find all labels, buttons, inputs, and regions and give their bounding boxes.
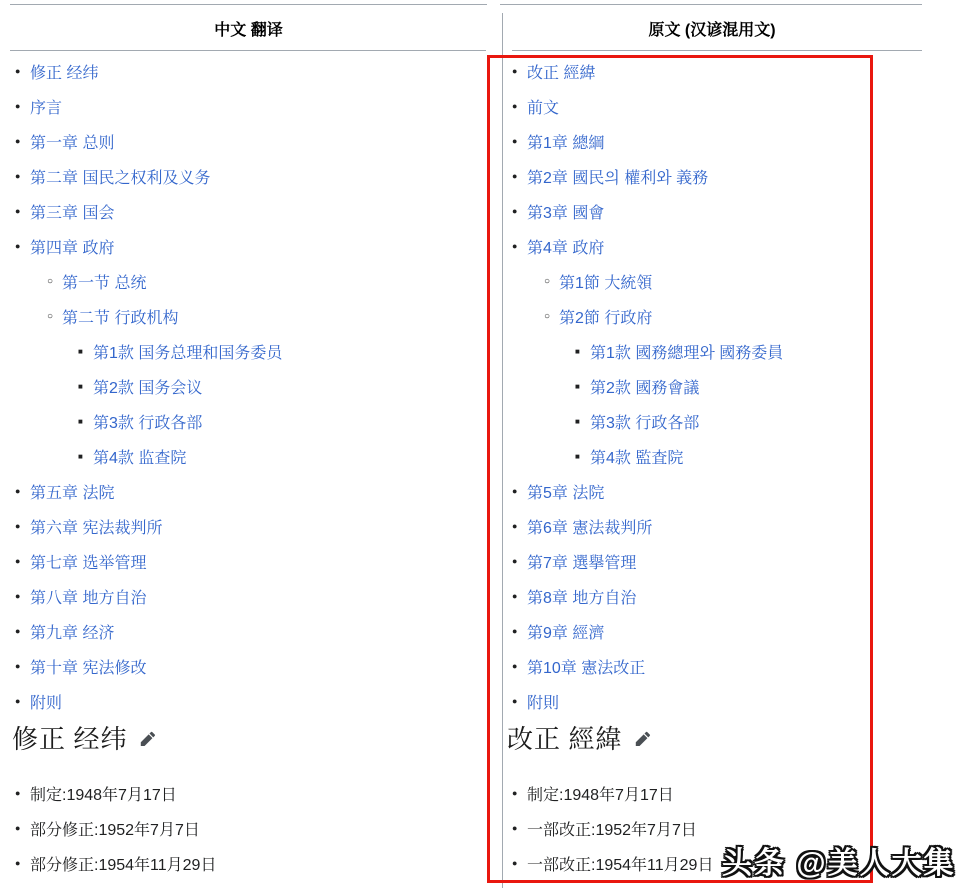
bullet-disc-icon: ●	[15, 858, 21, 868]
list-item	[507, 516, 871, 536]
toc-link[interactable]: 第1章 總綱	[527, 134, 605, 152]
bullet-disc-icon: ●	[15, 556, 21, 566]
bullet-disc-icon: ●	[512, 696, 518, 706]
list-item	[507, 166, 871, 186]
bullet-square-icon: ■	[78, 381, 83, 391]
list-item	[10, 61, 490, 81]
list-item	[10, 783, 490, 803]
toc-link[interactable]: 第1款 国务总理和国务委员	[93, 344, 283, 362]
list-item	[507, 271, 871, 291]
right-toc-list	[507, 61, 871, 726]
list-item	[507, 551, 871, 571]
bullet-disc-icon: ●	[512, 626, 518, 636]
list-item	[10, 621, 490, 641]
toc-link[interactable]: 序言	[30, 99, 63, 117]
bullet-disc-icon: ●	[512, 171, 518, 181]
list-item	[507, 61, 871, 81]
bullet-disc-icon: ●	[512, 486, 518, 496]
bullet-disc-icon: ●	[15, 66, 21, 76]
header-bottom-border-left	[10, 50, 486, 51]
toc-link[interactable]: 第3款 行政各部	[590, 414, 700, 432]
bullet-disc-icon: ●	[512, 241, 518, 251]
toc-link[interactable]: 第一章 总则	[30, 134, 115, 152]
list-item	[10, 853, 490, 873]
bullet-disc-icon: ●	[512, 66, 518, 76]
bullet-disc-icon: ●	[512, 556, 518, 566]
list-item	[507, 376, 871, 396]
table-top-border-left	[10, 4, 487, 5]
list-item	[10, 481, 490, 501]
list-item	[10, 236, 490, 256]
list-item	[10, 411, 490, 431]
bullet-square-icon: ■	[575, 346, 580, 356]
history-text: 部分修正:1952年7月7日	[30, 821, 200, 839]
bullet-disc-icon: ●	[15, 696, 21, 706]
list-item	[507, 96, 871, 116]
history-text: 部分修正:1954年11月29日	[30, 856, 217, 874]
toc-link[interactable]: 第2節 行政府	[559, 309, 653, 327]
toc-link[interactable]: 第4章 政府	[527, 239, 605, 257]
bullet-disc-icon: ●	[512, 858, 518, 868]
list-item	[10, 201, 490, 221]
left-column-header: 中文 翻译	[214, 22, 283, 39]
bullet-disc-icon: ●	[512, 136, 518, 146]
list-item	[10, 131, 490, 151]
bullet-disc-icon: ●	[15, 486, 21, 496]
list-item	[507, 446, 871, 466]
bullet-disc-icon: ●	[512, 661, 518, 671]
header-bottom-border-right	[512, 50, 922, 51]
list-item	[10, 551, 490, 571]
bullet-disc-icon: ●	[15, 626, 21, 636]
toc-link[interactable]: 第2章 國民의 權利와 義務	[527, 169, 709, 187]
left-toc-list	[10, 61, 490, 726]
list-item	[10, 691, 490, 711]
list-item	[507, 691, 871, 711]
toc-link[interactable]: 第十章 宪法修改	[30, 659, 147, 677]
bullet-disc-icon: ●	[15, 206, 21, 216]
list-item	[10, 96, 490, 116]
bullet-disc-icon: ●	[512, 521, 518, 531]
bullet-square-icon: ■	[575, 416, 580, 426]
list-item	[10, 306, 490, 326]
bullet-disc-icon: ●	[15, 171, 21, 181]
list-item	[507, 411, 871, 431]
bullet-disc-icon: ●	[15, 591, 21, 601]
toc-link[interactable]: 附則	[527, 694, 560, 712]
toc-link[interactable]: 第六章 宪法裁判所	[30, 519, 163, 537]
list-item	[10, 341, 490, 361]
toc-link[interactable]: 第7章 選擧管理	[527, 554, 637, 572]
history-text: 一部改正:1952年7月7日	[527, 821, 697, 839]
toc-link[interactable]: 第九章 经济	[30, 624, 115, 642]
list-item	[507, 481, 871, 501]
bullet-square-icon: ■	[575, 381, 580, 391]
list-item	[507, 236, 871, 256]
toc-link[interactable]: 第三章 国会	[30, 204, 115, 222]
bullet-square-icon: ■	[78, 346, 83, 356]
toc-link[interactable]: 前文	[527, 99, 560, 117]
list-item	[507, 621, 871, 641]
list-item	[10, 166, 490, 186]
list-item	[10, 446, 490, 466]
toc-link[interactable]: 第9章 經濟	[527, 624, 605, 642]
edit-pencil-icon[interactable]	[140, 731, 159, 750]
bullet-circle-icon: ○	[47, 310, 54, 322]
toc-link[interactable]: 第五章 法院	[30, 484, 115, 502]
table-top-border-right	[500, 4, 922, 5]
toc-link[interactable]: 第四章 政府	[30, 239, 115, 257]
bullet-disc-icon: ●	[512, 101, 518, 111]
list-item	[507, 341, 871, 361]
history-text: 制定:1948年7月17日	[527, 786, 674, 804]
bullet-disc-icon: ●	[512, 823, 518, 833]
bullet-circle-icon: ○	[47, 275, 54, 287]
left-history-list	[10, 783, 490, 888]
bullet-disc-icon: ●	[512, 591, 518, 601]
toc-link[interactable]: 改正 經緯	[527, 64, 596, 82]
list-item	[507, 586, 871, 606]
bullet-circle-icon: ○	[544, 310, 551, 322]
toc-link[interactable]: 第2款 國務會議	[590, 379, 700, 397]
bullet-disc-icon: ●	[512, 206, 518, 216]
column-divider	[502, 13, 503, 888]
right-column-header: 原文 (汉谚混用文)	[648, 22, 776, 39]
history-text: 一部改正:1954年11月29日	[527, 856, 714, 874]
watermark: 头条 @美人大集	[722, 847, 956, 880]
bullet-disc-icon: ●	[15, 823, 21, 833]
bullet-disc-icon: ●	[15, 241, 21, 251]
toc-link[interactable]: 修正 经纬	[30, 64, 99, 82]
list-item	[10, 271, 490, 291]
list-item	[507, 818, 871, 838]
bullet-circle-icon: ○	[544, 275, 551, 287]
list-item	[507, 656, 871, 676]
right-section-heading-text: 改正 經緯	[507, 725, 623, 754]
toc-link[interactable]: 第二节 行政机构	[62, 309, 179, 327]
list-item	[10, 516, 490, 536]
list-item	[507, 201, 871, 221]
toc-link[interactable]: 第8章 地方自治	[527, 589, 637, 607]
toc-link[interactable]: 第二章 国民之权利及义务	[30, 169, 211, 187]
list-item	[10, 376, 490, 396]
toc-link[interactable]: 第七章 选举管理	[30, 554, 147, 572]
bullet-square-icon: ■	[78, 451, 83, 461]
bullet-disc-icon: ●	[15, 136, 21, 146]
toc-link[interactable]: 第1款 國務總理와 國務委員	[590, 344, 784, 362]
toc-link[interactable]: 第1節 大統領	[559, 274, 653, 292]
left-section-heading	[12, 725, 159, 755]
toc-link[interactable]: 第2款 国务会议	[93, 379, 203, 397]
left-section-heading-text: 修正 经纬	[12, 725, 128, 754]
bullet-square-icon: ■	[575, 451, 580, 461]
toc-link[interactable]: 第6章 憲法裁判所	[527, 519, 653, 537]
toc-link[interactable]: 第3款 行政各部	[93, 414, 203, 432]
bullet-disc-icon: ●	[15, 521, 21, 531]
bullet-disc-icon: ●	[15, 101, 21, 111]
list-item	[507, 783, 871, 803]
toc-link[interactable]: 第八章 地方自治	[30, 589, 147, 607]
toc-link[interactable]: 第4款 監査院	[590, 449, 684, 467]
toc-link[interactable]: 第3章 國會	[527, 204, 605, 222]
list-item	[10, 586, 490, 606]
toc-link[interactable]: 附则	[30, 694, 63, 712]
history-text: 制定:1948年7月17日	[30, 786, 177, 804]
list-item	[10, 656, 490, 676]
right-section-heading	[507, 725, 654, 755]
toc-link[interactable]: 第5章 法院	[527, 484, 605, 502]
list-item	[507, 306, 871, 326]
bullet-square-icon: ■	[78, 416, 83, 426]
bullet-disc-icon: ●	[15, 788, 21, 798]
toc-link[interactable]: 第一节 总统	[62, 274, 147, 292]
toc-link[interactable]: 第10章 憲法改正	[527, 659, 646, 677]
list-item	[507, 131, 871, 151]
bullet-disc-icon: ●	[512, 788, 518, 798]
bullet-disc-icon: ●	[15, 661, 21, 671]
edit-pencil-icon[interactable]	[635, 731, 654, 750]
list-item	[10, 818, 490, 838]
toc-link[interactable]: 第4款 监查院	[93, 449, 187, 467]
